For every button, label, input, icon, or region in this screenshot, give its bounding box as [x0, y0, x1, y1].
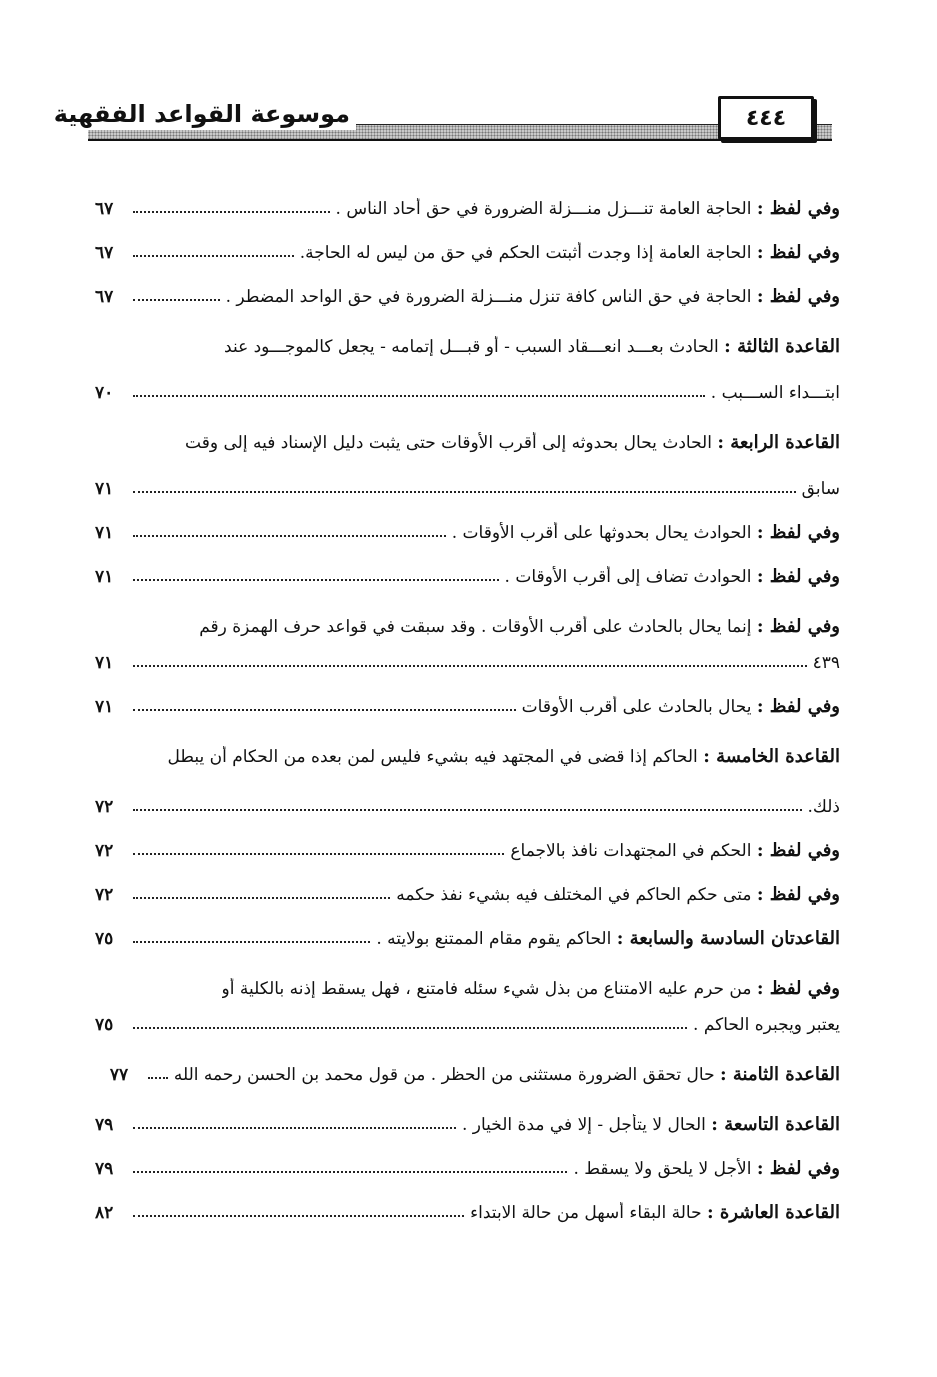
entry-label: وفي لفظ : — [756, 616, 840, 637]
leader-dots — [133, 298, 220, 301]
entry-text: الحاجة العامة إذا وجدت أثبتت الحكم في حق من ليس له الحاجة. — [299, 243, 752, 263]
toc-entry — [95, 222, 840, 266]
leader-dots — [133, 708, 516, 711]
entry-text: الحاجة في حق الناس كافة تنزل منـــزلة الضرورة في حق الواحد المضطر . — [225, 287, 752, 307]
entry-continuation: سابق — [801, 479, 840, 499]
entry-page: ٧٥ — [95, 929, 114, 949]
toc-entry — [95, 864, 840, 908]
entry-page: ٧١ — [95, 653, 114, 673]
leader-dots — [133, 1126, 456, 1129]
page-number-box — [718, 96, 814, 140]
entry-page: ٧٢ — [95, 885, 114, 905]
entry-text: من حرم عليه الامتناع من بذل شيء سئله فامتنع ، فهل يسقط إذنه بالكلية أو — [221, 979, 752, 999]
entry-label: القاعدة العاشرة : — [707, 1202, 840, 1223]
entry-text: الحادث يحال بحدوثه إلى أقرب الأوقات حتى يثبت دليل الإسناد فيه إلى وقت — [185, 433, 712, 453]
entry-label: القاعدة الثامنة : — [720, 1064, 840, 1085]
entry-text: حال تحقق الضرورة مستثنى من الحظر . من قول محمد بن الحسن رحمه الله — [173, 1065, 715, 1085]
entry-page: ٦٧ — [95, 199, 114, 219]
entry-label: وفي لفظ : — [756, 286, 840, 307]
entry-page: ٧١ — [95, 697, 114, 717]
entry-label: وفي لفظ : — [756, 884, 840, 905]
toc-entry — [95, 310, 840, 406]
book-title: موسوعة القواعد الفقهية — [48, 98, 356, 130]
entry-page: ٧٩ — [95, 1159, 114, 1179]
entry-text: الحاكم إذا قضى في المجتهد فيه بشيء فليس لمن بعده من الحكام أن يبطل — [167, 747, 698, 767]
entry-page: ٧٥ — [95, 1015, 114, 1035]
entry-page: ٦٧ — [95, 287, 114, 307]
entry-continuation: ابتـــداء الســـبب . — [710, 383, 840, 403]
entry-label: القاعدة الرابعة : — [717, 432, 840, 453]
toc-entry — [95, 590, 840, 676]
entry-text: حالة البقاء أسهل من حالة الابتداء — [470, 1203, 702, 1223]
entry-label: وفي لفظ : — [756, 566, 840, 587]
table-of-contents — [95, 178, 840, 1226]
entry-text: الحوادث يحال بحدوثها على أقرب الأوقات . — [451, 523, 752, 543]
entry-label: القاعدة الثالثة : — [724, 336, 840, 357]
leader-dots — [133, 254, 294, 257]
leader-dots — [133, 896, 390, 899]
entry-text: الحاكم يقوم مقام الممتنع بولايته . — [376, 929, 612, 949]
entry-continuation: يعتبر ويجبره الحاكم . — [693, 1015, 840, 1035]
entry-page: ٧٩ — [95, 1115, 114, 1135]
toc-entry — [95, 1182, 840, 1226]
entry-label: وفي لفظ : — [756, 242, 840, 263]
leader-dots — [148, 1076, 168, 1079]
entry-text: إنما يحال بالحادث على أقرب الأوقات . وقد سبقت في قواعد حرف الهمزة رقم — [199, 617, 752, 637]
entry-label: وفي لفظ : — [756, 978, 840, 999]
entry-page: ٧٧ — [109, 1065, 129, 1085]
entry-text: الحال لا يتأجل - إلا في مدة الخيار . — [461, 1115, 706, 1135]
leader-dots — [133, 808, 802, 811]
toc-entry — [95, 1088, 840, 1138]
entry-text: يحال بالحادث على أقرب الأوقات — [521, 697, 752, 717]
entry-page: ٧٢ — [95, 797, 114, 817]
toc-entry — [95, 406, 840, 502]
toc-entry — [95, 1138, 840, 1182]
entry-label: القاعدة التاسعة : — [711, 1114, 840, 1135]
entry-page: ٦٧ — [95, 243, 114, 263]
entry-page: ٧٠ — [95, 383, 114, 403]
entry-text: الأجل لا يلحق ولا يسقط . — [573, 1159, 752, 1179]
page-number: ٤٤٤ — [745, 105, 787, 131]
toc-entry — [95, 952, 840, 1038]
toc-entry — [95, 546, 840, 590]
entry-label: وفي لفظ : — [756, 522, 840, 543]
entry-page: ٧١ — [95, 479, 114, 499]
leader-dots — [133, 1170, 567, 1173]
leader-dots — [133, 1026, 687, 1029]
entry-page: ٧١ — [95, 523, 114, 543]
entry-page: ٨٢ — [95, 1203, 114, 1223]
toc-entry — [95, 676, 840, 720]
entry-text: الحوادث تضاف إلى أقرب الأوقات . — [504, 567, 752, 587]
leader-dots — [133, 394, 705, 397]
toc-entry — [95, 720, 840, 820]
entry-page: ٧١ — [95, 567, 114, 587]
entry-page: ٧٢ — [95, 841, 114, 861]
entry-label: وفي لفظ : — [756, 840, 840, 861]
entry-label: القاعدة الخامسة : — [703, 746, 840, 767]
entry-text: الحكم في المجتهدات نافذ بالاجماع — [510, 841, 752, 861]
toc-entry — [95, 502, 840, 546]
toc-entry — [95, 908, 840, 952]
entry-continuation: ٤٣٩ — [812, 653, 840, 673]
entry-label: وفي لفظ : — [756, 198, 840, 219]
toc-entry — [95, 1038, 840, 1088]
entry-text: الحاجة العامة تنـــزل منـــزلة الضرورة في حق أحاد الناس . — [335, 199, 752, 219]
leader-dots — [133, 578, 499, 581]
leader-dots — [133, 490, 796, 493]
entry-label: وفي لفظ : — [756, 696, 840, 717]
toc-entry — [95, 178, 840, 222]
entry-label: وفي لفظ : — [756, 1158, 840, 1179]
leader-dots — [133, 852, 504, 855]
toc-entry — [95, 266, 840, 310]
page-header — [53, 92, 832, 152]
leader-dots — [133, 534, 446, 537]
entry-text: متى حكم الحاكم في المختلف فيه بشيء نفذ حكمه — [396, 885, 752, 905]
leader-dots — [133, 940, 370, 943]
leader-dots — [133, 210, 330, 213]
entry-continuation: ذلك. — [807, 797, 840, 817]
entry-text: الحادث بعـــد انعـــقاد السبب - أو قبـــل إتمامه - يجعل كالموجـــود عند — [224, 337, 719, 357]
entry-label: القاعدتان السادسة والسابعة : — [616, 928, 840, 949]
leader-dots — [133, 1214, 464, 1217]
leader-dots — [133, 664, 807, 667]
toc-entry — [95, 820, 840, 864]
